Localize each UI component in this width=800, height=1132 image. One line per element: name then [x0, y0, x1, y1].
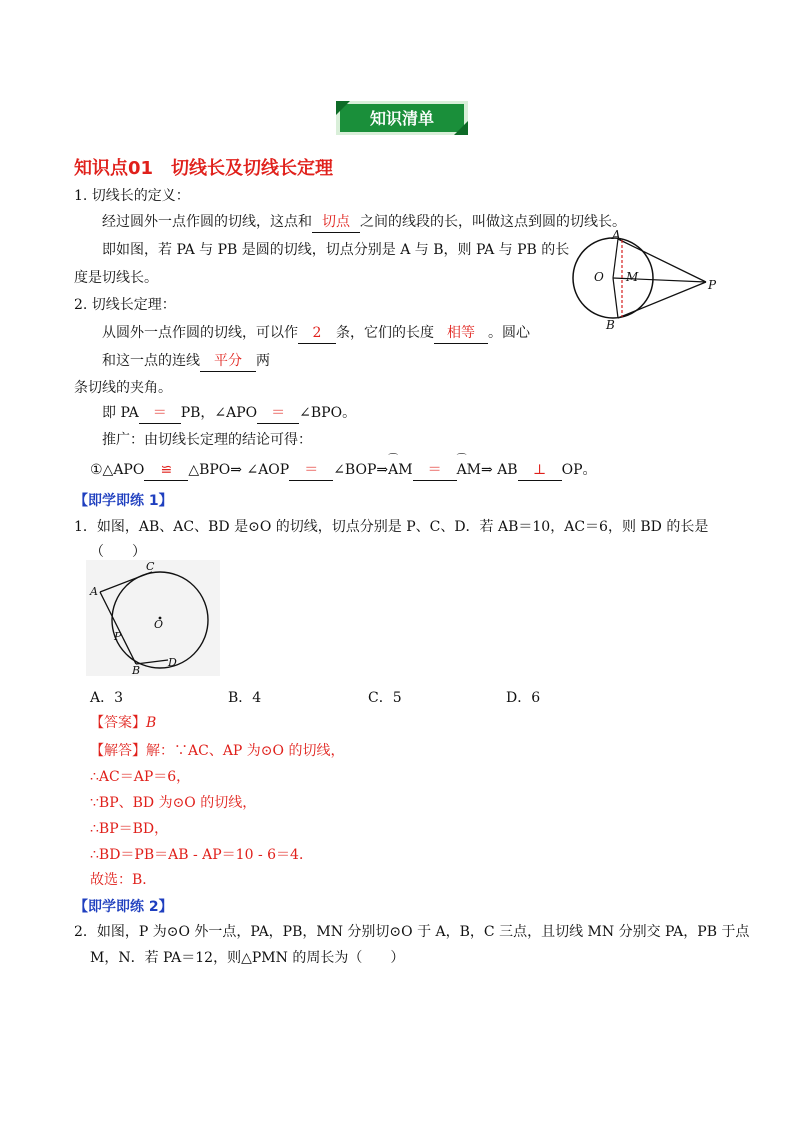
p2-extension: 推广：由切线长定理的结论可得： — [102, 432, 312, 448]
solution-line-6: 故选：B． — [90, 872, 157, 888]
fig1-label-m: M — [626, 270, 639, 284]
solution-line-2: ∴AC＝AP＝6， — [90, 769, 191, 785]
option-a: A．3 — [90, 690, 124, 706]
fig2-label-o: O — [154, 618, 164, 631]
fig2-label-b: B — [132, 664, 141, 677]
p1-line2: 即如图，若 PA 与 PB 是圆的切线，切点分别是 A 与 B，则 PA 与 PB 的长 — [102, 242, 570, 258]
answer-line: 【答案】B — [90, 715, 157, 731]
option-c: C．5 — [368, 690, 402, 706]
fig2-label-c: C — [146, 560, 155, 573]
exercise-1-bracket: （ ） — [90, 544, 146, 560]
exercise-1-title: 【即学即练 1】 — [74, 493, 173, 509]
fig1-label-p: P — [708, 278, 717, 292]
figure-exercise-1 — [86, 560, 220, 676]
exercise-2-question-1: 2．如图，P 为⊙O 外一点，PA，PB，MN 分别切⊙O 于 A，B，C 三点，且切线 MN 分别交 PA，PB 于点 — [74, 924, 750, 940]
option-d: D．6 — [506, 690, 541, 706]
exercise-2-title: 【即学即练 2】 — [74, 899, 173, 915]
section-title: 知识点01 切线长及切线长定理 — [74, 158, 334, 179]
p1-line1: 经过圆外一点作圆的切线，这点和 切点 之间的线段的长，叫做这点到圆的切线长。 — [102, 212, 626, 233]
fig2-label-d: D — [168, 656, 177, 669]
fig1-label-a: A — [612, 228, 621, 242]
exercise-1-question: 1．如图，AB、AC、BD 是⊙O 的切线，切点分别是 P、C、D．若 AB＝10，AC＝6，则 BD 的长是 — [74, 519, 709, 535]
fig1-label-b: B — [606, 318, 615, 332]
solution-line-5: ∴BD＝PB＝AB - AP＝10 - 6＝4． — [90, 847, 313, 863]
fig2-label-p: P — [114, 630, 122, 643]
badge-label: 知识清单 — [369, 109, 434, 128]
p2-chain: ①△APO ≌ △BPO⇒ ∠AOP ＝ ∠BOP⇒⌒ AM ＝⌒ AM⇒ AB ⊥ OP。 — [90, 460, 597, 481]
p2-line3: 条切线的夹角。 — [74, 380, 172, 396]
p1-heading: 1. 切线长的定义： — [74, 188, 190, 204]
p2-line2: 和这一点的连线 平分 两 — [102, 351, 270, 372]
fig2-label-a: A — [90, 585, 98, 598]
p1-line3: 度是切线长。 — [74, 270, 158, 286]
solution-line-4: ∴BP＝BD， — [90, 821, 169, 837]
p2-equation: 即 PA ＝ PB，∠APO ＝ ∠BPO。 — [102, 403, 356, 424]
exercise-2-question-2: M，N．若 PA＝12，则△PMN 的周长为（ ） — [90, 950, 405, 966]
solution-line-3: ∵BP、BD 为⊙O 的切线， — [90, 795, 257, 811]
option-b: B．4 — [228, 690, 262, 706]
figure-tangent-lengths — [566, 228, 726, 332]
solution-line-1: 【解答】解：∵AC、AP 为⊙O 的切线， — [90, 743, 345, 759]
section-badge — [336, 101, 468, 135]
fig1-label-o: O — [594, 270, 604, 284]
p2-line1: 从圆外一点作圆的切线，可以作 2 条，它们的长度 相等 。圆心 — [102, 323, 530, 344]
p2-heading: 2. 切线长定理： — [74, 297, 176, 313]
